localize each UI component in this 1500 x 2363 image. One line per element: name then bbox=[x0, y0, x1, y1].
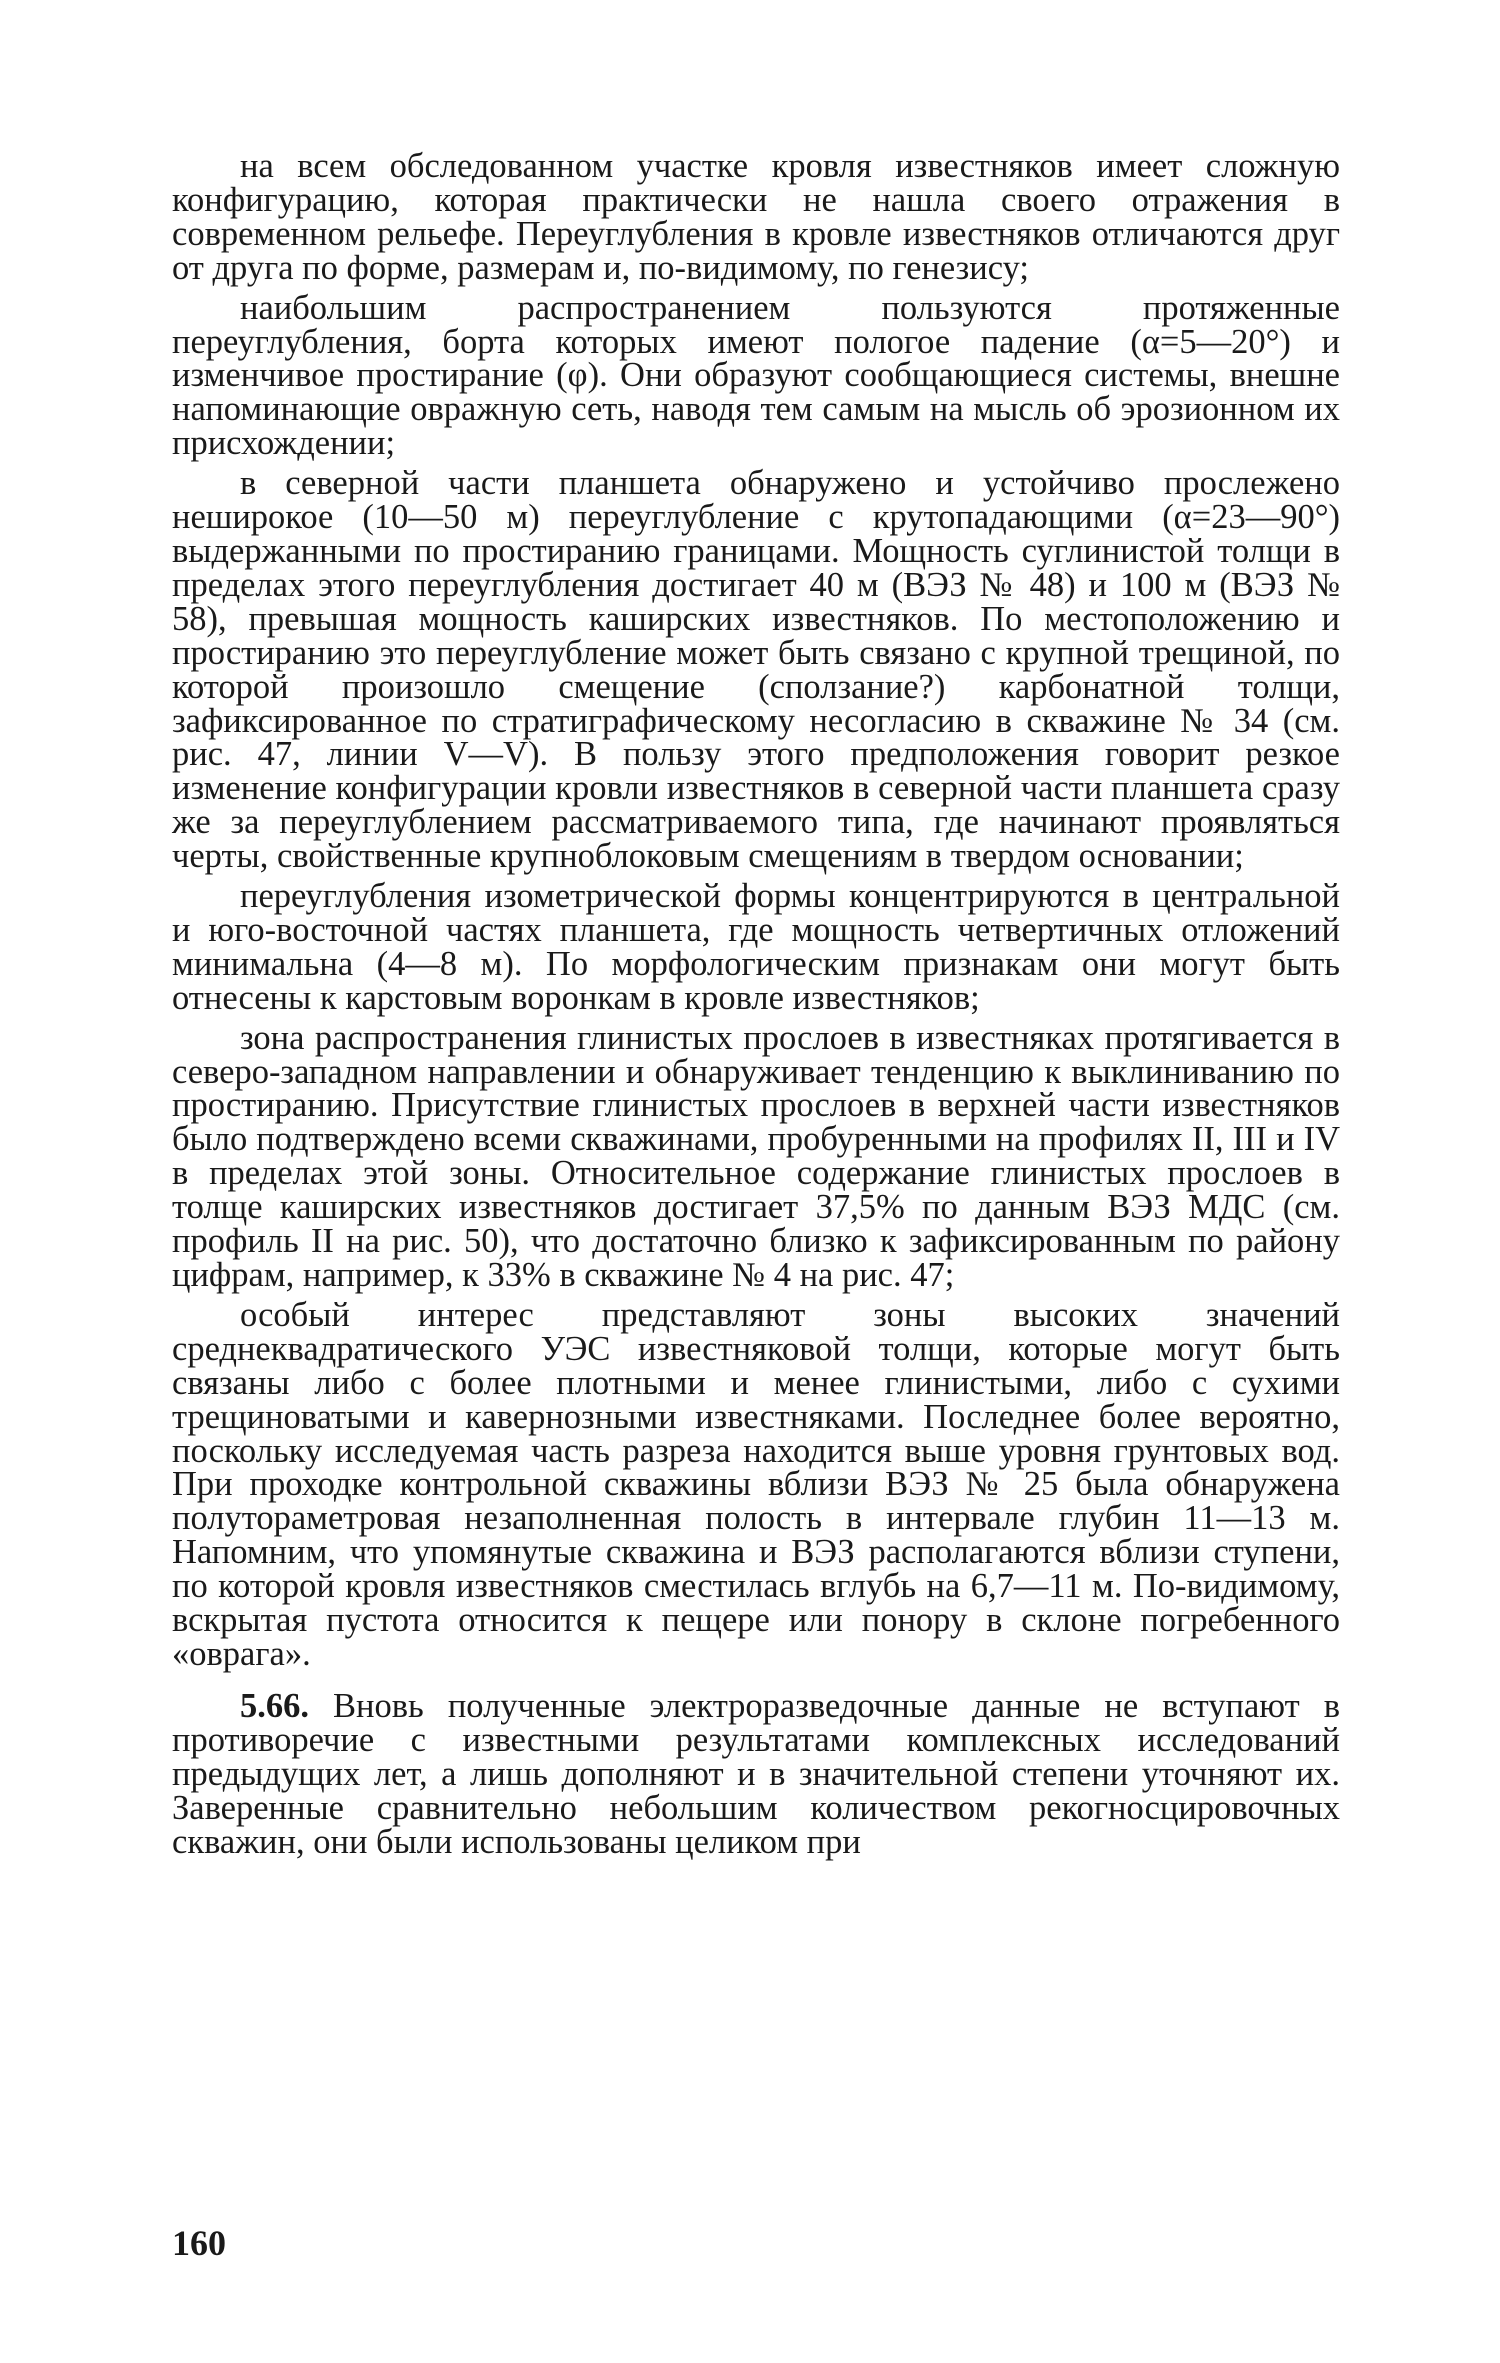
paragraph-northern-depression: в северной части планшета обнаружено и устойчиво прослежено неширокое (10—50 м) переуглубление с крутопадающими (α=23—90°) выдержанными по простиранию границами. Мощность суглинистой толщи в пределах этого переуглубления достигает 40 м (ВЭЗ № 48) и 100 м (ВЭЗ № 58), превышая мощность каширских известняков. По местоположению и простиранию это переуглубление может быть связано с крупной трещиной, по которой произошло смещение (сползание?) карбонатной толщи, зафиксированное по стратиграфическому несогласию в скважине № 34 (см. рис. 47, линии V—V). В пользу этого предположения говорит резкое изменение конфигурации кровли известняков в северной части планшета сразу же за переуглублением рассматриваемого типа, где начинают проявляться черты, свойственные крупноблоковым смещениям в твердом основании; bbox=[172, 464, 1340, 876]
section-paragraph bbox=[172, 1686, 1340, 1861]
section-text: Вновь полученные электроразведочные данные не вступают в противоречие с известными результатами комплексных исследований предыдущих лет, а лишь дополняют и в значительной степени уточняют их. Заверенные сравнительно небольшим количеством рекогносцировочных скважин, они были использованы целиком при bbox=[172, 1686, 1340, 1861]
section-number: 5.66. bbox=[240, 1686, 309, 1725]
paragraph-roof-configuration: на всем обследованном участке кровля известняков имеет сложную конфигурацию, которая практически не нашла своего отражения в современном рельефе. Переуглубления в кровле известняков отличаются друг от друга по форме, размерам и, по-видимому, по генезису; bbox=[172, 147, 1340, 287]
page-body bbox=[172, 147, 1340, 1861]
paragraph-extended-depressions: наибольшим распространением пользуются протяженные переуглубления, борта которых имеют пологое падение (α=5—20°) и изменчивое простирание (φ). Они образуют сообщающиеся системы, внешне напоминающие овражную сеть, наводя тем самым на мысль об эрозионном их присхождении; bbox=[172, 288, 1340, 463]
paragraph-clay-layers: зона распространения глинистых прослоев в известняках протягивается в северо-западном направлении и обнаруживает тенденцию к выклиниванию по простиранию. Присутствие глинистых прослоев в верхней части известняков было подтверждено всеми скважинами, пробуренными на профилях II, III и IV в пределах этой зоны. Относительное содержание глинистых прослоев в толще каширских известняков достигает 37,5% по данным ВЭЗ МДС (см. профиль II на рис. 50), что достаточно близко к зафиксированным по району цифрам, например, к 33% в скважине № 4 на рис. 47; bbox=[172, 1018, 1340, 1294]
page-number: 160 bbox=[172, 2223, 226, 2263]
paragraph-isometric-depressions: переуглубления изометрической формы концентрируются в центральной и юго-восточной частях планшета, где мощность четвертичных отложений минимальна (4—8 м). По морфологическим признакам они могут быть отнесены к карстовым воронкам в кровле известняков; bbox=[172, 877, 1340, 1017]
paragraph-high-resistivity-zones: особый интерес представляют зоны высоких значений среднеквадратического УЭС известняковой толщи, которые могут быть связаны либо с более плотными и менее глинистыми, либо с сухими трещиноватыми и кавернозными известняками. Последнее более вероятно, поскольку исследуемая часть разреза находится выше уровня грунтовых вод. При проходке контрольной скважины вблизи ВЭЗ № 25 была обнаружена полутораметровая незаполненная полость в интервале глубин 11—13 м. Напомним, что упомянутые скважина и ВЭЗ располагаются вблизи ступени, по которой кровля известняков сместилась вглубь на 6,7—11 м. По-видимому, вскрытая пустота относится к пещере или понору в склоне погребенного «оврага». bbox=[172, 1295, 1340, 1673]
